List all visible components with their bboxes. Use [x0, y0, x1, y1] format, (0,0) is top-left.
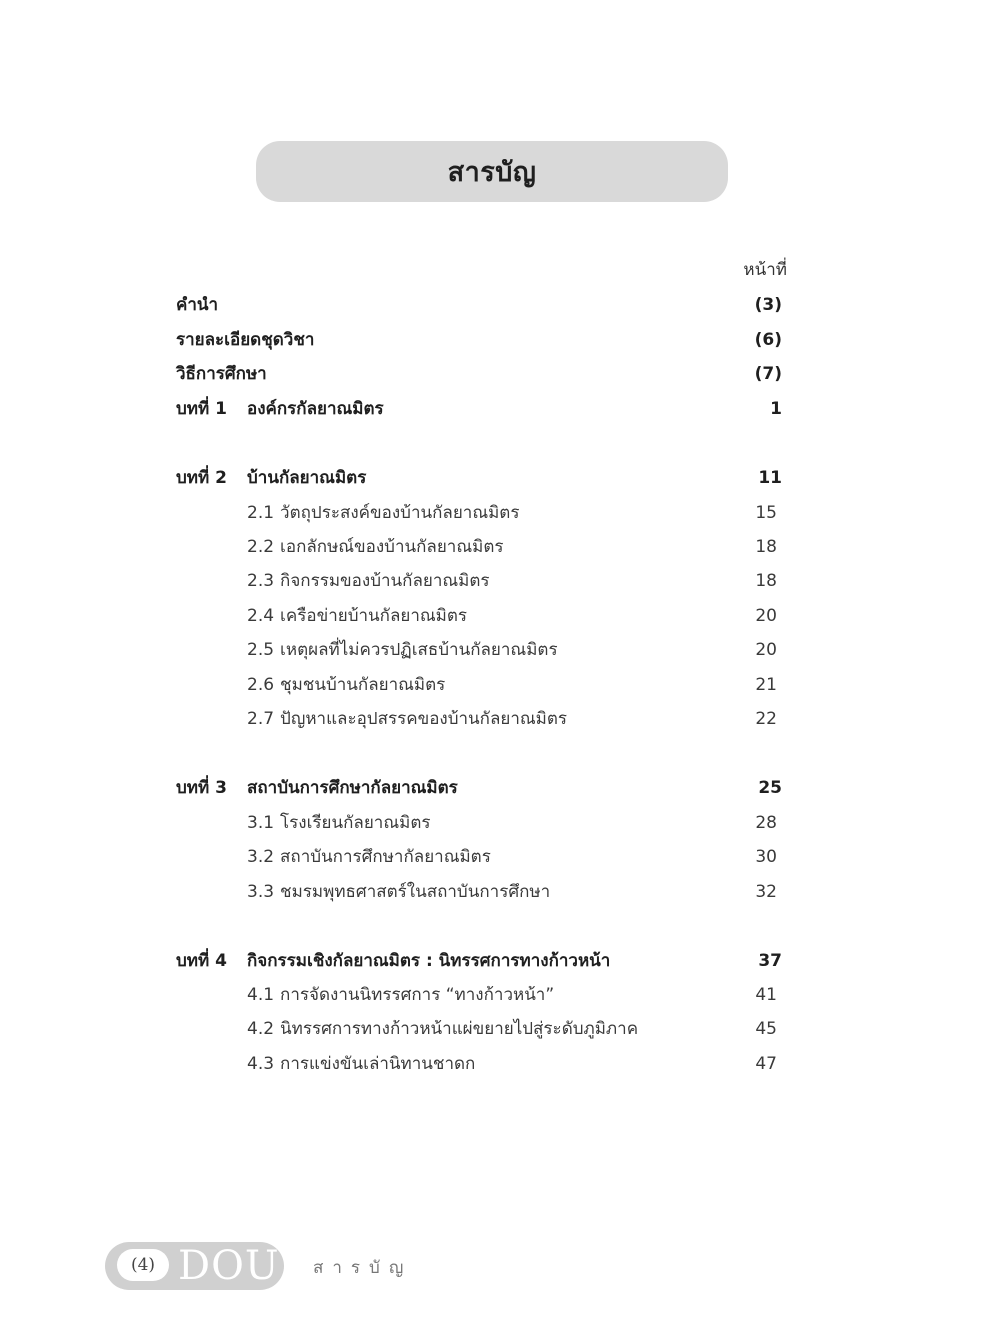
toc-entry-course-details[interactable] [0, 325, 1000, 355]
subsection-page: 30 [755, 847, 777, 867]
subsection-number: 4.2 [247, 1019, 275, 1039]
subsection-number: 2.5 [247, 640, 275, 660]
subsection-title: ชมรมพุทธศาสตร์ในสถาบันการศึกษา [280, 882, 551, 902]
chapter-title: กิจกรรมเชิงกัลยาณมิตร : นิทรรศการทางก้าวหน้า [247, 951, 611, 971]
subsection-number: 4.3 [247, 1054, 275, 1074]
subsection-page: 47 [755, 1054, 777, 1074]
toc-entry-page: 1 [770, 399, 782, 419]
chapter-number: บทที่ 4 [176, 951, 227, 971]
subsection-title: ชุมชนบ้านกัลยาณมิตร [280, 675, 446, 695]
toc-entry-page: 25 [758, 778, 782, 798]
subsection-title: สถาบันการศึกษากัลยาณมิตร [280, 847, 491, 867]
toc-entry-page: (3) [754, 295, 782, 315]
toc-subsection[interactable] [0, 635, 1000, 665]
toc-subsection[interactable] [0, 566, 1000, 596]
subsection-number: 3.1 [247, 813, 275, 833]
subsection-page: 28 [755, 813, 777, 833]
subsection-page: 41 [755, 985, 777, 1005]
toc-subsection[interactable] [0, 980, 1000, 1010]
subsection-page: 32 [755, 882, 777, 902]
subsection-title: วัตถุประสงค์ของบ้านกัลยาณมิตร [280, 503, 520, 523]
subsection-page: 21 [755, 675, 777, 695]
chapter-title: องค์กรกัลยาณมิตร [247, 399, 384, 419]
toc-subsection[interactable] [0, 670, 1000, 700]
footer-page-number: (4) [117, 1249, 169, 1281]
subsection-page: 20 [755, 640, 777, 660]
subsection-title: โรงเรียนกัลยาณมิตร [280, 813, 431, 833]
toc-chapter-4[interactable] [0, 946, 1000, 976]
subsection-title: เหตุผลที่ไม่ควรปฏิเสธบ้านกัลยาณมิตร [280, 640, 558, 660]
chapter-number: บทที่ 1 [176, 399, 227, 419]
subsection-number: 2.1 [247, 503, 275, 523]
toc-entry-label: รายละเอียดชุดวิชา [176, 330, 315, 350]
footer-section-name: สารบัญ [313, 1258, 413, 1278]
toc-subsection[interactable] [0, 808, 1000, 838]
subsection-number: 2.2 [247, 537, 275, 557]
subsection-number: 2.4 [247, 606, 275, 626]
footer-badge [105, 1242, 284, 1290]
toc-subsection[interactable] [0, 704, 1000, 734]
chapter-title: บ้านกัลยาณมิตร [247, 468, 367, 488]
subsection-title: การแข่งขันเล่านิทานชาดก [280, 1054, 476, 1074]
subsection-number: 4.1 [247, 985, 275, 1005]
toc-entry-label: วิธีการศึกษา [176, 364, 267, 384]
subsection-page: 45 [755, 1019, 777, 1039]
subsection-title: เอกลักษณ์ของบ้านกัลยาณมิตร [280, 537, 504, 557]
chapter-number: บทที่ 2 [176, 468, 227, 488]
subsection-title: เครือข่ายบ้านกัลยาณมิตร [280, 606, 468, 626]
toc-entry-foreword[interactable] [0, 290, 1000, 320]
toc-subsection[interactable] [0, 842, 1000, 872]
subsection-page: 20 [755, 606, 777, 626]
toc-chapter-2[interactable] [0, 463, 1000, 493]
toc-entry-page: 11 [758, 468, 782, 488]
page-title: สารบัญ [447, 157, 537, 188]
subsection-number: 3.3 [247, 882, 275, 902]
toc-subsection[interactable] [0, 877, 1000, 907]
toc-entry-page: (6) [754, 330, 782, 350]
subsection-title: กิจกรรมของบ้านกัลยาณมิตร [280, 571, 490, 591]
toc-entry-study-method[interactable] [0, 359, 1000, 389]
toc-chapter-1[interactable] [0, 394, 1000, 424]
subsection-page: 18 [755, 571, 777, 591]
subsection-number: 2.6 [247, 675, 275, 695]
toc-entry-page: (7) [754, 364, 782, 384]
toc-subsection[interactable] [0, 1014, 1000, 1044]
toc-entry-page: 37 [758, 951, 782, 971]
title-banner [256, 141, 728, 202]
toc-chapter-3[interactable] [0, 773, 1000, 803]
chapter-number: บทที่ 3 [176, 778, 227, 798]
toc-subsection[interactable] [0, 498, 1000, 528]
toc-subsection[interactable] [0, 601, 1000, 631]
subsection-page: 18 [755, 537, 777, 557]
subsection-number: 2.7 [247, 709, 275, 729]
toc-entry-label: คำนำ [176, 295, 219, 315]
chapter-title: สถาบันการศึกษากัลยาณมิตร [247, 778, 458, 798]
subsection-number: 3.2 [247, 847, 275, 867]
subsection-title: นิทรรศการทางก้าวหน้าแผ่ขยายไปสู่ระดับภูมิภาค [280, 1019, 639, 1039]
subsection-title: การจัดงานนิทรรศการ “ทางก้าวหน้า” [280, 985, 555, 1005]
subsection-title: ปัญหาและอุปสรรคของบ้านกัลยาณมิตร [280, 709, 568, 729]
subsection-page: 22 [755, 709, 777, 729]
toc-subsection[interactable] [0, 1049, 1000, 1079]
subsection-number: 2.3 [247, 571, 275, 591]
page-column-header: หน้าที่ [743, 260, 787, 280]
subsection-page: 15 [755, 503, 777, 523]
toc-subsection[interactable] [0, 532, 1000, 562]
dou-logo: DOU [178, 1243, 280, 1289]
